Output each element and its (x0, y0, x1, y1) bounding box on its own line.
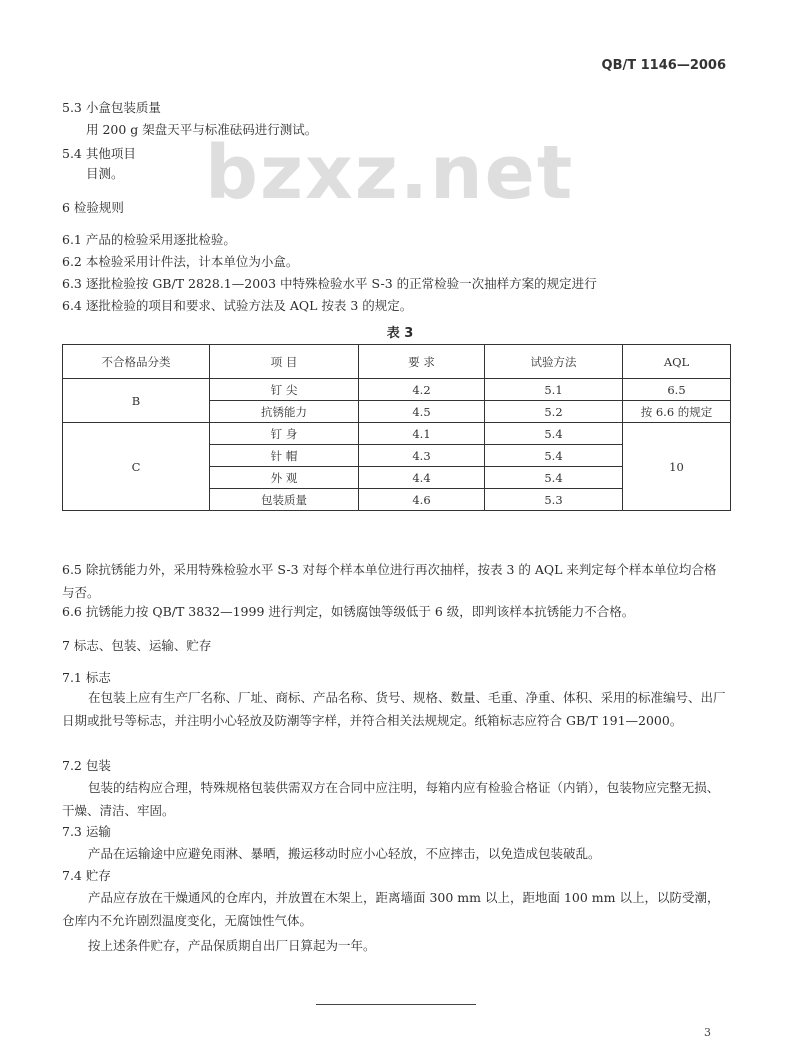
section-7-3-text: 产品在运输途中应避免雨淋、暴晒，搬运移动时应小心轻放，不应摔击，以免造成包装破乱。 (88, 846, 601, 861)
category-cell: C (63, 423, 210, 511)
item-cell: 钉 尖 (210, 379, 359, 401)
section-7-2-text: 包装的结构应合理，特殊规格包装供需双方在合同中应注明，每箱内应有检验合格证（内销），包装物应完整无损、干燥、清洁、牢固。 (62, 780, 720, 818)
item-cell: 外 观 (210, 467, 359, 489)
requirement-cell: 4.1 (359, 423, 485, 445)
item-cell: 抗锈能力 (210, 401, 359, 423)
item-cell: 钉 身 (210, 423, 359, 445)
section-6-6: 6.6 抗锈能力按 QB/T 3832—1999 进行判定，如锈腐蚀等级低于 6 级，即判该样本抗锈能力不合格。 (62, 604, 635, 619)
aql-cell: 按 6.6 的规定 (623, 401, 731, 423)
item-cell: 包装质量 (210, 489, 359, 511)
section-6-5: 6.5 除抗锈能力外，采用特殊检验水平 S-3 对每个样本单位进行再次抽样，按表 3 的 AQL 来判定每个样本单位均合格与否。 (62, 562, 717, 600)
section-6-1: 6.1 产品的检验采用逐批检验。 (62, 232, 236, 247)
section-7-4-text: 产品应存放在干燥通风的仓库内，并放置在木架上，距离墙面 300 mm 以上，距地面 100 mm 以上，以防受潮，仓库内不允许剧烈温度变化，无腐蚀性气体。 (62, 890, 720, 928)
table-row (63, 379, 731, 401)
section-7-1-text: 在包装上应有生产厂名称、厂址、商标、产品名称、货号、规格、数量、毛重、净重、体积、采用的标准编号、出厂日期或批号等标志，并注明小心轻放及防潮等字样，并符合相关法规规定。纸箱标志应符合 GB/T 191—2000。 (62, 690, 726, 728)
method-cell: 5.2 (485, 401, 623, 423)
page-number: 3 (704, 1026, 711, 1039)
standard-number: QB/T 1146—2006 (601, 58, 726, 73)
method-cell: 5.1 (485, 379, 623, 401)
table-3 (62, 344, 731, 511)
requirement-cell: 4.2 (359, 379, 485, 401)
section-5-4-title: 5.4 其他项目 (62, 146, 136, 161)
table-3-title: 表 3 (386, 326, 414, 341)
header-item: 项 目 (210, 345, 359, 379)
requirement-cell: 4.5 (359, 401, 485, 423)
watermark: bzxz.net (205, 130, 575, 216)
method-cell: 5.3 (485, 489, 623, 511)
method-cell: 5.4 (485, 467, 623, 489)
requirement-cell: 4.4 (359, 467, 485, 489)
header-category: 不合格品分类 (63, 345, 210, 379)
section-7-3-title: 7.3 运输 (62, 824, 111, 839)
table-row (63, 423, 731, 445)
section-6-title: 6 检验规则 (62, 200, 124, 215)
section-7-4-text-2: 按上述条件贮存，产品保质期自出厂日算起为一年。 (88, 938, 376, 953)
section-7-1-title: 7.1 标志 (62, 670, 111, 685)
section-6-2: 6.2 本检验采用计件法，计本单位为小盒。 (62, 254, 299, 269)
requirement-cell: 4.6 (359, 489, 485, 511)
section-7-2-title: 7.2 包装 (62, 758, 111, 773)
section-7-4-title: 7.4 贮存 (62, 868, 111, 883)
method-cell: 5.4 (485, 445, 623, 467)
section-6-3: 6.3 逐批检验按 GB/T 2828.1—2003 中特殊检验水平 S-3 的正常检验一次抽样方案的规定进行 (62, 276, 597, 291)
table-header-row (63, 345, 731, 379)
aql-cell: 6.5 (623, 379, 731, 401)
section-5-3-title: 5.3 小盒包装质量 (62, 100, 161, 115)
aql-cell: 10 (623, 423, 731, 511)
section-7-title: 7 标志、包装、运输、贮存 (62, 638, 212, 653)
item-cell: 针 帽 (210, 445, 359, 467)
section-5-3-text: 用 200 g 架盘天平与标准砝码进行测试。 (86, 122, 318, 137)
method-cell: 5.4 (485, 423, 623, 445)
category-cell: B (63, 379, 210, 423)
header-aql: AQL (623, 345, 731, 379)
requirement-cell: 4.3 (359, 445, 485, 467)
header-requirement: 要 求 (359, 345, 485, 379)
header-method: 试验方法 (485, 345, 623, 379)
section-5-4-text: 目测。 (86, 166, 124, 181)
section-6-4: 6.4 逐批检验的项目和要求、试验方法及 AQL 按表 3 的规定。 (62, 298, 413, 313)
end-rule (316, 1004, 476, 1005)
